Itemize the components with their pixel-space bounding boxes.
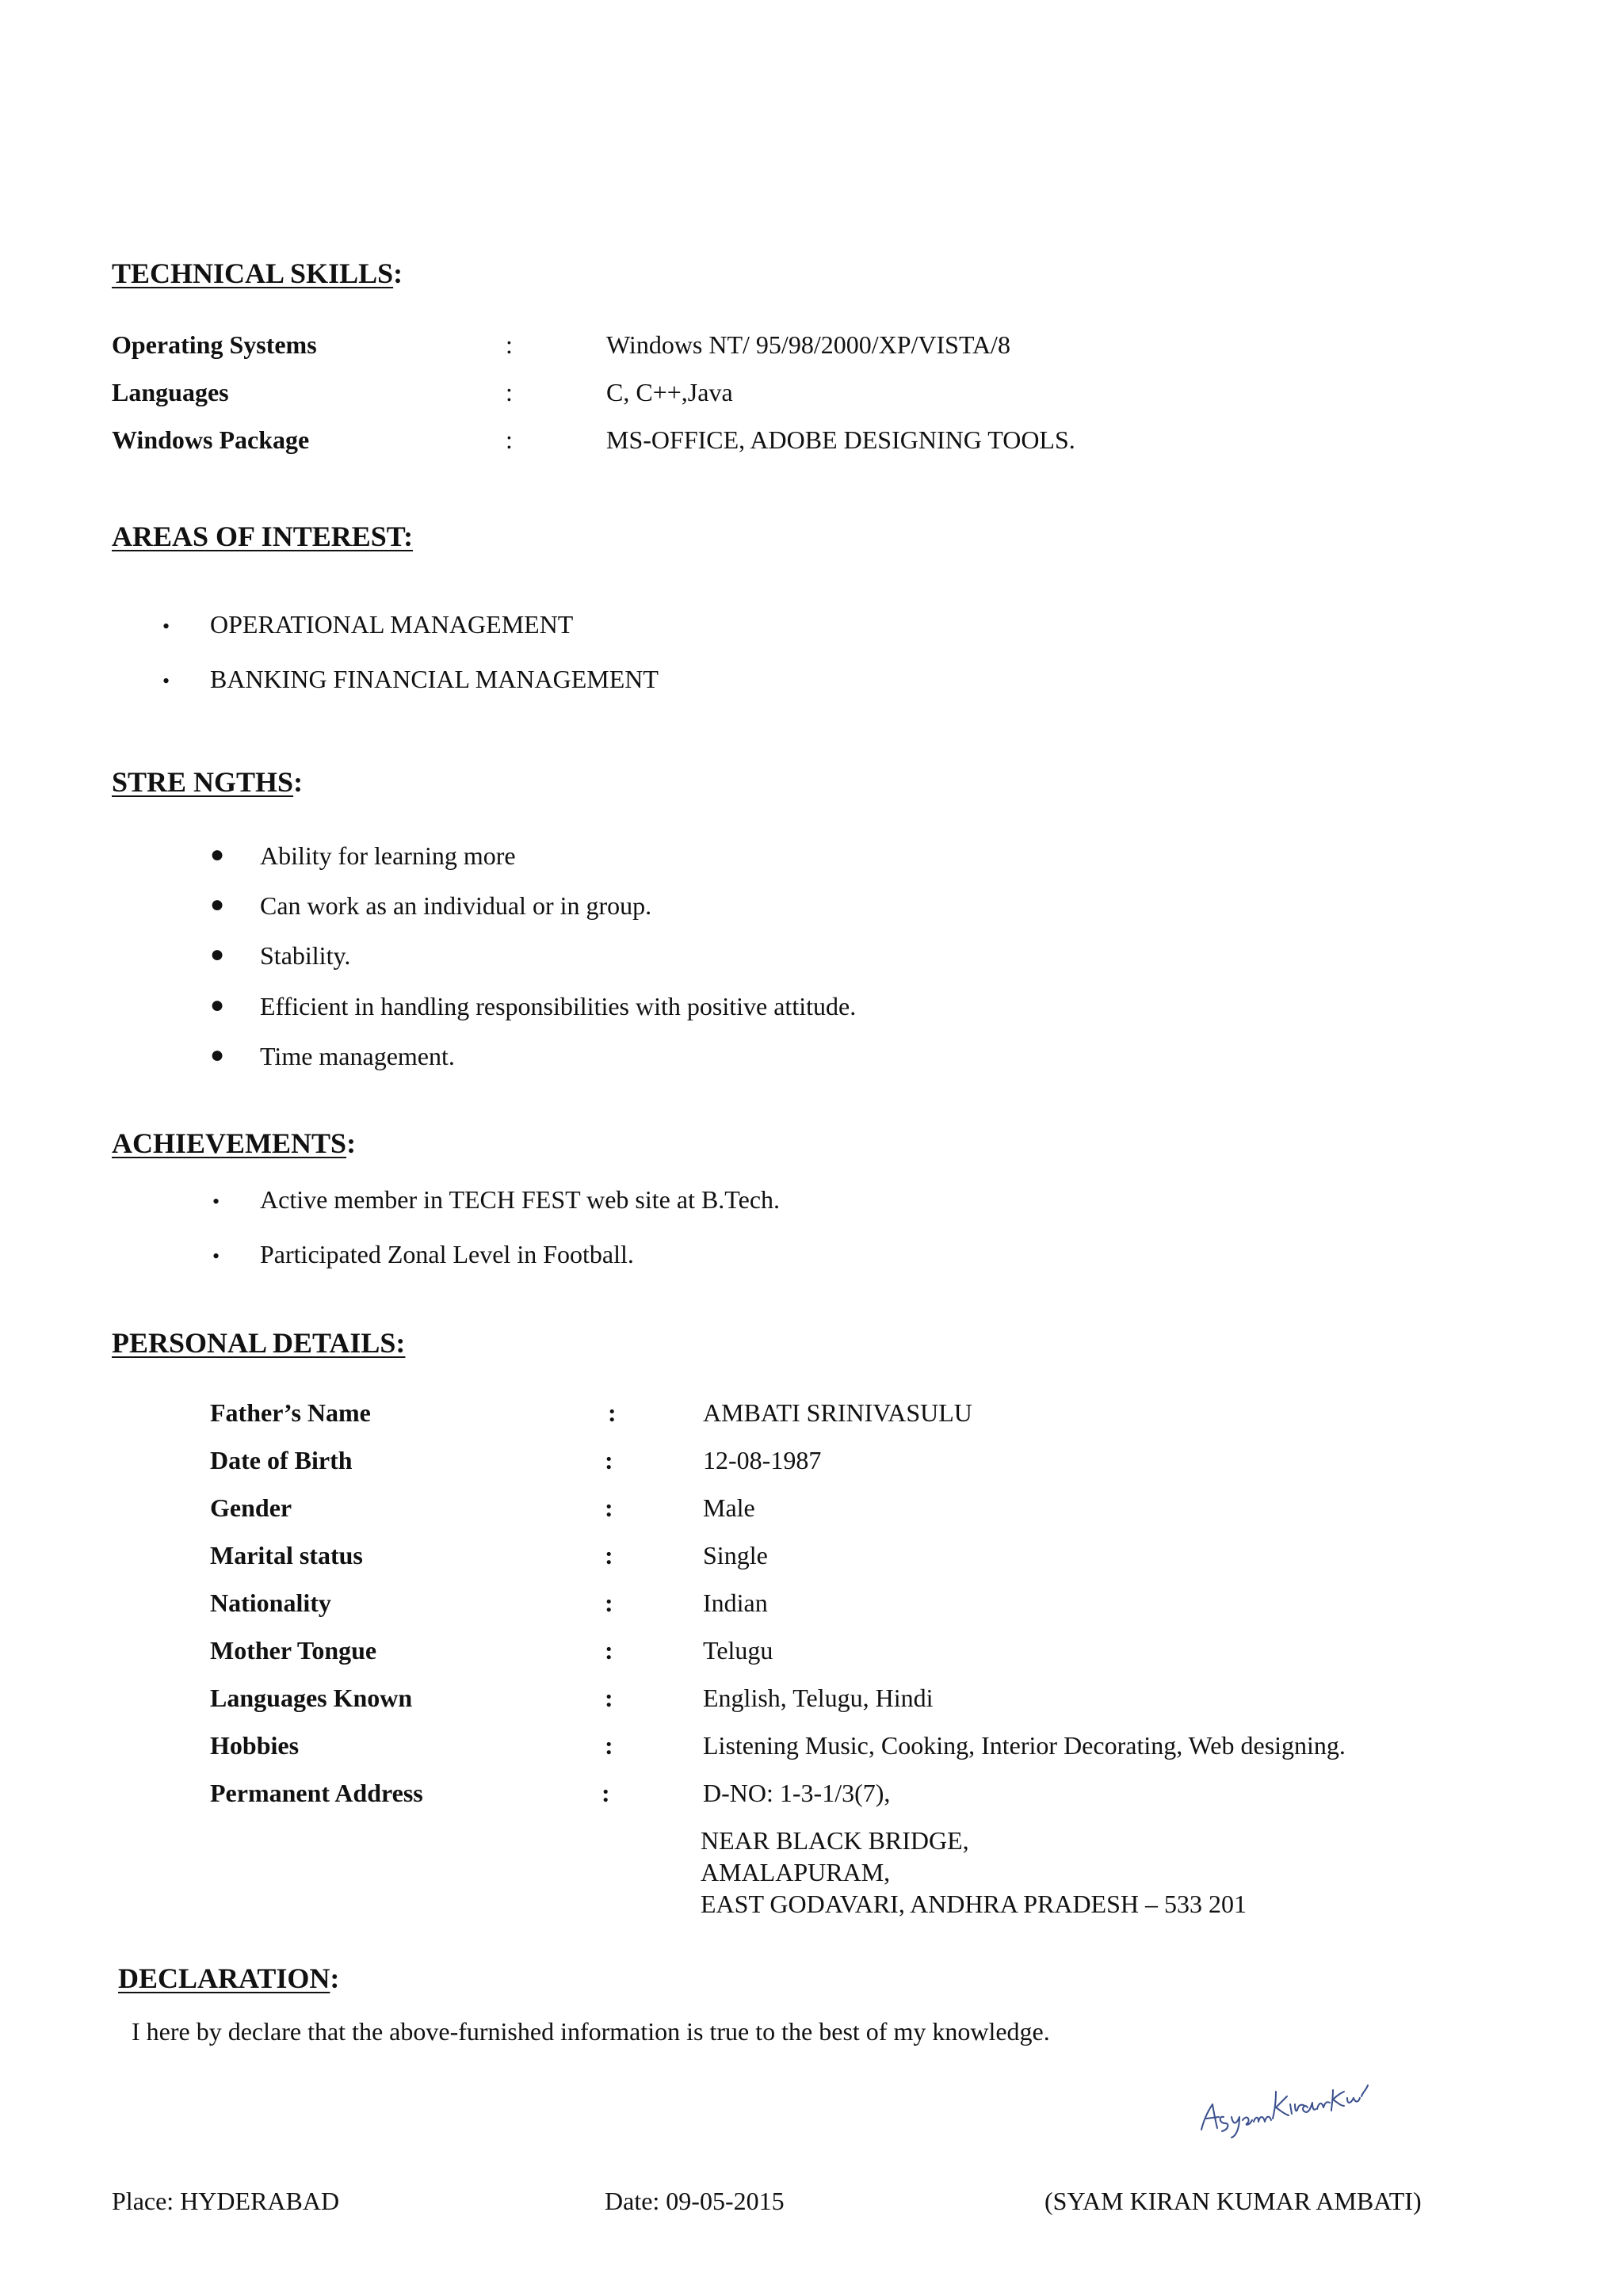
detail-label: Date of Birth <box>210 1446 353 1474</box>
colon: : <box>608 1398 617 1427</box>
footer-place: Place: HYDERABAD <box>112 2187 340 2215</box>
signature-icon <box>1197 2068 1371 2139</box>
bullet-icon: ● <box>210 841 225 868</box>
detail-value: English, Telugu, Hindi <box>703 1684 934 1712</box>
colon: : <box>605 1446 613 1474</box>
colon: : <box>506 378 513 406</box>
address-line: EAST GODAVARI, ANDHRA PRADESH – 533 201 <box>701 1890 1247 1918</box>
colon: : <box>605 1684 613 1712</box>
personal-details-heading: PERSONAL DETAILS: <box>112 1327 406 1359</box>
footer-date: Date: 09-05-2015 <box>605 2187 785 2215</box>
detail-label: Mother Tongue <box>210 1636 377 1665</box>
bullet-icon: ● <box>210 891 225 917</box>
skill-value: Windows NT/ 95/98/2000/XP/VISTA/8 <box>606 330 1010 359</box>
strength-item: Time management. <box>260 1042 455 1070</box>
interest-item: OPERATIONAL MANAGEMENT <box>210 610 574 639</box>
detail-value: 12-08-1987 <box>703 1446 822 1474</box>
bullet-icon: ● <box>210 992 225 1018</box>
strength-item: Ability for learning more <box>260 841 516 870</box>
skill-label: Windows Package <box>112 425 310 454</box>
colon: : <box>605 1636 613 1665</box>
colon: : <box>605 1731 613 1760</box>
achievement-item: Active member in TECH FEST web site at B.Tech. <box>260 1185 781 1214</box>
skill-label: Operating Systems <box>112 330 317 359</box>
technical-skills-heading: TECHNICAL SKILLS: <box>112 257 403 289</box>
bullet-icon: • <box>162 669 170 692</box>
colon: : <box>601 1779 610 1807</box>
address-line: NEAR BLACK BRIDGE, <box>701 1826 969 1855</box>
declaration-heading: DECLARATION: <box>118 1962 340 1994</box>
detail-value: D-NO: 1-3-1/3(7), <box>703 1779 891 1807</box>
colon: : <box>605 1493 613 1522</box>
bullet-icon: ● <box>210 1042 225 1068</box>
detail-value: Listening Music, Cooking, Interior Decorating, Web designing. <box>703 1731 1346 1760</box>
skill-value: MS-OFFICE, ADOBE DESIGNING TOOLS. <box>606 425 1075 454</box>
bullet-icon: • <box>162 615 170 638</box>
colon: : <box>605 1589 613 1617</box>
strengths-heading: STRE NGTHS: <box>112 766 304 798</box>
detail-value: Telugu <box>703 1636 773 1665</box>
detail-label: Nationality <box>210 1589 331 1617</box>
colon: : <box>506 330 513 359</box>
strength-item: Efficient in handling responsibilities with positive attitude. <box>260 992 857 1020</box>
achievements-heading: ACHIEVEMENTS: <box>112 1127 357 1159</box>
colon: : <box>506 425 513 454</box>
colon: : <box>605 1541 613 1569</box>
skill-value: C, C++,Java <box>606 378 733 406</box>
detail-label: Father’s Name <box>210 1398 371 1427</box>
declaration-text: I here by declare that the above-furnished information is true to the best of my knowledge. <box>132 2017 1050 2046</box>
bullet-icon: ● <box>210 941 225 967</box>
areas-of-interest-heading: AREAS OF INTEREST: <box>112 521 414 552</box>
detail-label: Gender <box>210 1493 292 1522</box>
detail-label: Permanent Address <box>210 1779 423 1807</box>
bullet-icon: • <box>212 1245 220 1268</box>
detail-label: Marital status <box>210 1541 363 1569</box>
detail-value: AMBATI SRINIVASULU <box>703 1398 972 1427</box>
detail-value: Male <box>703 1493 755 1522</box>
strength-item: Stability. <box>260 941 351 970</box>
address-line: AMALAPURAM, <box>701 1858 891 1886</box>
strength-item: Can work as an individual or in group. <box>260 891 652 920</box>
skill-label: Languages <box>112 378 229 406</box>
achievement-item: Participated Zonal Level in Football. <box>260 1240 634 1268</box>
detail-label: Languages Known <box>210 1684 413 1712</box>
detail-label: Hobbies <box>210 1731 300 1760</box>
signature <box>1197 2068 1371 2139</box>
interest-item: BANKING FINANCIAL MANAGEMENT <box>210 665 659 693</box>
footer-name: (SYAM KIRAN KUMAR AMBATI) <box>1044 2187 1422 2215</box>
detail-value: Single <box>703 1541 768 1569</box>
detail-value: Indian <box>703 1589 768 1617</box>
bullet-icon: • <box>212 1190 220 1213</box>
